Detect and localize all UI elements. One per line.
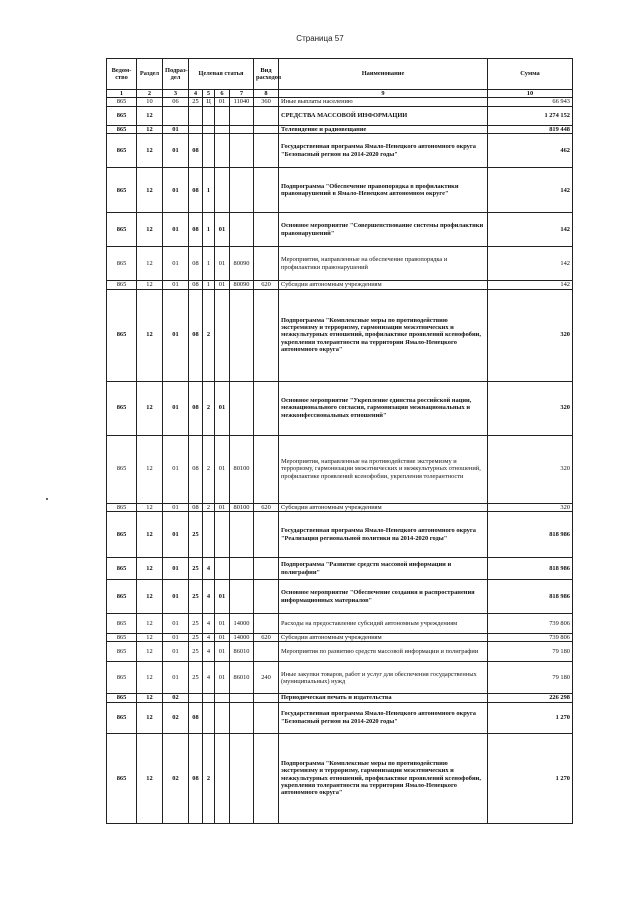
cell-name: Государственная программа Ямало-Ненецкого автономного округа "Безопасный регион на 2014-2020 годы" (279, 134, 488, 168)
cell-vid: 360 (254, 98, 279, 106)
table-row (107, 289, 573, 381)
col-number: 6 (215, 90, 230, 98)
cell-name: Подпрограмма "Развитие средств массовой информации и полиграфии" (279, 558, 488, 580)
cell-target-2: 4 (203, 580, 215, 614)
col-number: 5 (203, 90, 215, 98)
cell-target-2: 2 (203, 289, 215, 381)
cell-target-1: 08 (189, 733, 203, 823)
cell-target-1 (189, 125, 203, 133)
header-ved: Ведом-ство (107, 59, 137, 90)
cell-razdel: 10 (137, 98, 163, 106)
cell-sum: 320 (488, 381, 573, 435)
cell-vid (254, 247, 279, 281)
cell-target-3 (215, 125, 230, 133)
cell-target-3 (215, 702, 230, 733)
cell-target-1: 25 (189, 614, 203, 634)
cell-name: Государственная программа Ямало-Ненецкого автономного округа "Безопасный регион на 2014-2020 годы" (279, 702, 488, 733)
cell-vid (254, 381, 279, 435)
cell-target-2 (203, 134, 215, 168)
table-row (107, 558, 573, 580)
cell-podrazdel: 02 (163, 694, 189, 702)
table-row (107, 503, 573, 511)
cell-name: Телевидение и радиовещание (279, 125, 488, 133)
cell-ved: 865 (107, 662, 137, 694)
cell-name: Периодическая печать и издательства (279, 694, 488, 702)
cell-sum: 819 448 (488, 125, 573, 133)
cell-ved: 865 (107, 733, 137, 823)
col-number: 2 (137, 90, 163, 98)
cell-target-1: 25 (189, 580, 203, 614)
cell-target-4 (230, 580, 254, 614)
cell-target-4: 80090 (230, 247, 254, 281)
cell-target-3 (215, 168, 230, 213)
cell-podrazdel: 01 (163, 134, 189, 168)
cell-name: Расходы на предоставление субсидий автономным учреждениям (279, 614, 488, 634)
cell-target-3 (215, 733, 230, 823)
cell-target-2: 2 (203, 503, 215, 511)
cell-sum: 739 806 (488, 614, 573, 634)
cell-sum: 739 806 (488, 634, 573, 642)
cell-sum: 79 180 (488, 642, 573, 662)
table-row (107, 512, 573, 558)
cell-ved: 865 (107, 381, 137, 435)
cell-vid (254, 558, 279, 580)
table-row (107, 634, 573, 642)
cell-target-4 (230, 512, 254, 558)
cell-vid (254, 289, 279, 381)
table-row (107, 247, 573, 281)
header-vid: Вид расходов (254, 59, 279, 90)
cell-ved: 865 (107, 634, 137, 642)
cell-target-4: 80090 (230, 281, 254, 289)
cell-target-3: 01 (215, 634, 230, 642)
cell-razdel: 12 (137, 694, 163, 702)
cell-target-3 (215, 134, 230, 168)
cell-ved: 865 (107, 281, 137, 289)
cell-target-1: 25 (189, 642, 203, 662)
cell-razdel: 12 (137, 435, 163, 503)
cell-ved: 865 (107, 435, 137, 503)
cell-target-3: 01 (215, 381, 230, 435)
table-row (107, 614, 573, 634)
cell-name: Субсидии автономным учреждениям (279, 281, 488, 289)
header-razdel: Раздел (137, 59, 163, 90)
cell-name: Подпрограмма "Комплексные меры по противодействию экстремизму и терроризму, гармонизации межэтнических и межкультурных отношений, профилактике проявлений ксенофобии, укрепления толерантности на территории Ямало-Ненецкого автономного округа" (279, 733, 488, 823)
cell-vid (254, 580, 279, 614)
cell-ved: 865 (107, 642, 137, 662)
cell-podrazdel: 01 (163, 614, 189, 634)
cell-name: Подпрограмма "Комплексные меры по противодействию экстремизму и терроризму, гармонизации межэтнических и межкультурных отношений, профилактике проявлений ксенофобии, укрепления толерантности на территории Ямало-Ненецкого автономного округа" (279, 289, 488, 381)
cell-ved: 865 (107, 694, 137, 702)
cell-target-1: 25 (189, 512, 203, 558)
cell-vid (254, 213, 279, 247)
cell-target-4: 86010 (230, 642, 254, 662)
table-row (107, 435, 573, 503)
cell-name: Государственная программа Ямало-Ненецкого автономного округа "Реализация региональной политики на 2014-2020 годы" (279, 512, 488, 558)
cell-ved: 865 (107, 106, 137, 125)
cell-target-4 (230, 289, 254, 381)
cell-target-1: 08 (189, 435, 203, 503)
cell-razdel: 12 (137, 281, 163, 289)
cell-target-1: 08 (189, 381, 203, 435)
cell-target-3: 01 (215, 503, 230, 511)
cell-target-4: 86010 (230, 662, 254, 694)
table-body (107, 98, 573, 823)
cell-target-1: 25 (189, 98, 203, 106)
table-row (107, 642, 573, 662)
cell-target-1: 08 (189, 134, 203, 168)
cell-target-4: 14000 (230, 634, 254, 642)
table-row (107, 134, 573, 168)
table-row (107, 381, 573, 435)
cell-sum: 320 (488, 289, 573, 381)
cell-razdel: 12 (137, 558, 163, 580)
cell-target-4: 14000 (230, 614, 254, 634)
cell-sum: 66 943 (488, 98, 573, 106)
cell-podrazdel: 01 (163, 662, 189, 694)
cell-ved: 865 (107, 512, 137, 558)
cell-vid: 240 (254, 662, 279, 694)
cell-razdel: 12 (137, 106, 163, 125)
cell-vid: 620 (254, 281, 279, 289)
cell-target-4 (230, 381, 254, 435)
cell-ved: 865 (107, 503, 137, 511)
cell-podrazdel: 01 (163, 503, 189, 511)
cell-target-3: 01 (215, 662, 230, 694)
cell-target-3: 01 (215, 98, 230, 106)
cell-target-3 (215, 289, 230, 381)
cell-vid (254, 512, 279, 558)
cell-ved: 865 (107, 702, 137, 733)
cell-name: Подпрограмма "Обеспечение правопорядка в профилактики правонарушений в Ямало-Ненецком автономном округе" (279, 168, 488, 213)
table-row (107, 694, 573, 702)
cell-razdel: 12 (137, 289, 163, 381)
cell-target-3: 01 (215, 580, 230, 614)
cell-target-1: 08 (189, 213, 203, 247)
cell-razdel: 12 (137, 125, 163, 133)
cell-target-2: 2 (203, 381, 215, 435)
cell-target-4 (230, 733, 254, 823)
table-row (107, 125, 573, 133)
cell-target-4 (230, 702, 254, 733)
col-number: 4 (189, 90, 203, 98)
table-row (107, 168, 573, 213)
cell-target-1: 25 (189, 634, 203, 642)
cell-target-1: 25 (189, 662, 203, 694)
cell-target-2 (203, 694, 215, 702)
cell-target-2: 1 (203, 213, 215, 247)
cell-sum: 818 986 (488, 558, 573, 580)
cell-target-2: 1 (203, 168, 215, 213)
cell-sum: 462 (488, 134, 573, 168)
cell-target-3: 01 (215, 614, 230, 634)
cell-target-3 (215, 106, 230, 125)
cell-razdel: 12 (137, 134, 163, 168)
cell-sum: 1 270 (488, 733, 573, 823)
header-podrazdel: Подраз-дел (163, 59, 189, 90)
cell-vid (254, 435, 279, 503)
cell-razdel: 12 (137, 213, 163, 247)
cell-target-2: 2 (203, 435, 215, 503)
cell-target-4 (230, 106, 254, 125)
col-number: 8 (254, 90, 279, 98)
table-row (107, 106, 573, 125)
cell-target-2: 4 (203, 558, 215, 580)
cell-target-1: 08 (189, 289, 203, 381)
cell-sum: 142 (488, 168, 573, 213)
cell-podrazdel: 01 (163, 558, 189, 580)
cell-razdel: 12 (137, 614, 163, 634)
cell-ved: 865 (107, 168, 137, 213)
cell-name: Мероприятия, направленные на противодействие экстремизму и терроризму, гармонизации межэтнических и межкультурных отношений, профилактике проявлений ксенофобии, укрепления толерантности (279, 435, 488, 503)
cell-target-1: 08 (189, 168, 203, 213)
cell-ved: 865 (107, 580, 137, 614)
cell-target-4 (230, 125, 254, 133)
cell-vid: 620 (254, 503, 279, 511)
page-label: Страница 57 (296, 34, 344, 43)
cell-podrazdel: 01 (163, 435, 189, 503)
cell-sum: 142 (488, 247, 573, 281)
header-sum: Сумма (488, 59, 573, 90)
cell-target-1: 25 (189, 558, 203, 580)
cell-razdel: 12 (137, 168, 163, 213)
cell-sum: 320 (488, 503, 573, 511)
cell-target-4 (230, 134, 254, 168)
cell-target-4: 80100 (230, 503, 254, 511)
cell-target-4: 80100 (230, 435, 254, 503)
cell-podrazdel: 01 (163, 168, 189, 213)
cell-podrazdel (163, 106, 189, 125)
cell-target-2: 1 (203, 281, 215, 289)
cell-target-1 (189, 694, 203, 702)
cell-target-2 (203, 106, 215, 125)
cell-sum: 1 270 (488, 702, 573, 733)
cell-target-3 (215, 694, 230, 702)
cell-target-4 (230, 558, 254, 580)
cell-podrazdel: 01 (163, 580, 189, 614)
cell-target-2: Ц (203, 98, 215, 106)
cell-razdel: 12 (137, 580, 163, 614)
cell-ved: 865 (107, 98, 137, 106)
cell-ved: 865 (107, 134, 137, 168)
header-row (107, 59, 573, 90)
table-row (107, 281, 573, 289)
cell-razdel: 12 (137, 381, 163, 435)
cell-target-3: 01 (215, 435, 230, 503)
col-number: 1 (107, 90, 137, 98)
cell-razdel: 12 (137, 702, 163, 733)
table-row (107, 98, 573, 106)
table-row (107, 662, 573, 694)
cell-target-1: 08 (189, 247, 203, 281)
budget-table (106, 58, 573, 824)
cell-target-1: 08 (189, 503, 203, 511)
column-number-row (107, 90, 573, 98)
header-target: Целевая статья (189, 59, 254, 90)
col-number: 7 (230, 90, 254, 98)
header-name: Наименование (279, 59, 488, 90)
cell-vid (254, 733, 279, 823)
cell-name: Мероприятия по развитию средств массовой информации и полиграфии (279, 642, 488, 662)
col-number: 10 (488, 90, 573, 98)
cell-vid: 620 (254, 634, 279, 642)
cell-vid (254, 168, 279, 213)
cell-target-2: 1 (203, 247, 215, 281)
col-number: 9 (279, 90, 488, 98)
cell-name: Субсидии автономным учреждениям (279, 634, 488, 642)
cell-target-4: 11040 (230, 98, 254, 106)
cell-razdel: 12 (137, 733, 163, 823)
cell-target-4 (230, 168, 254, 213)
cell-name: Иные закупки товаров, работ и услуг для обеспечения государственных (муниципальных) нужд (279, 662, 488, 694)
cell-target-2 (203, 125, 215, 133)
cell-target-2 (203, 702, 215, 733)
cell-name: Основное мероприятие "Совершенствование системы профилактики правонарушений" (279, 213, 488, 247)
cell-vid (254, 106, 279, 125)
cell-name: Мероприятия, направленные на обеспечение правопорядка и профилактики правонарушений (279, 247, 488, 281)
cell-ved: 865 (107, 247, 137, 281)
cell-name: Основное мероприятие "Укрепление единства российской нации, межнационального согласия, гармонизация межнациональных и межконфессиональных отношений" (279, 381, 488, 435)
cell-podrazdel: 01 (163, 289, 189, 381)
cell-target-3: 01 (215, 213, 230, 247)
table-row (107, 213, 573, 247)
cell-target-4 (230, 694, 254, 702)
cell-name: СРЕДСТВА МАССОВОЙ ИНФОРМАЦИИ (279, 106, 488, 125)
cell-podrazdel: 01 (163, 381, 189, 435)
cell-target-2: 2 (203, 733, 215, 823)
cell-vid (254, 125, 279, 133)
cell-target-2: 4 (203, 642, 215, 662)
cell-ved: 865 (107, 289, 137, 381)
cell-target-1: 08 (189, 281, 203, 289)
cell-target-2: 4 (203, 614, 215, 634)
cell-target-1 (189, 106, 203, 125)
cell-vid (254, 614, 279, 634)
table-row (107, 733, 573, 823)
table-row (107, 580, 573, 614)
cell-sum: 1 274 152 (488, 106, 573, 125)
cell-podrazdel: 02 (163, 733, 189, 823)
cell-vid (254, 702, 279, 733)
cell-target-3: 01 (215, 247, 230, 281)
cell-podrazdel: 01 (163, 642, 189, 662)
cell-podrazdel: 01 (163, 512, 189, 558)
cell-name: Основное мероприятие "Обеспечение создания и распространения информационных материалов" (279, 580, 488, 614)
cell-razdel: 12 (137, 503, 163, 511)
cell-vid (254, 694, 279, 702)
cell-sum: 142 (488, 281, 573, 289)
table-row (107, 702, 573, 733)
cell-ved: 865 (107, 558, 137, 580)
cell-sum: 818 986 (488, 580, 573, 614)
cell-podrazdel: 01 (163, 213, 189, 247)
cell-target-3 (215, 558, 230, 580)
scan-dot (46, 498, 48, 500)
cell-podrazdel: 01 (163, 281, 189, 289)
cell-razdel: 12 (137, 662, 163, 694)
cell-podrazdel: 01 (163, 634, 189, 642)
cell-target-4 (230, 213, 254, 247)
cell-vid (254, 134, 279, 168)
cell-razdel: 12 (137, 642, 163, 662)
cell-sum: 818 986 (488, 512, 573, 558)
cell-target-3 (215, 512, 230, 558)
cell-target-2 (203, 512, 215, 558)
cell-podrazdel: 01 (163, 125, 189, 133)
cell-sum: 79 180 (488, 662, 573, 694)
cell-vid (254, 642, 279, 662)
cell-razdel: 12 (137, 247, 163, 281)
cell-sum: 320 (488, 435, 573, 503)
cell-ved: 865 (107, 125, 137, 133)
cell-target-1: 08 (189, 702, 203, 733)
cell-target-2: 4 (203, 662, 215, 694)
col-number: 3 (163, 90, 189, 98)
cell-sum: 226 298 (488, 694, 573, 702)
cell-podrazdel: 02 (163, 702, 189, 733)
cell-podrazdel: 06 (163, 98, 189, 106)
cell-ved: 865 (107, 213, 137, 247)
cell-ved: 865 (107, 614, 137, 634)
cell-target-3: 01 (215, 642, 230, 662)
cell-razdel: 12 (137, 634, 163, 642)
cell-target-2: 4 (203, 634, 215, 642)
cell-target-3: 01 (215, 281, 230, 289)
cell-podrazdel: 01 (163, 247, 189, 281)
cell-razdel: 12 (137, 512, 163, 558)
cell-sum: 142 (488, 213, 573, 247)
cell-name: Субсидии автономным учреждениям (279, 503, 488, 511)
cell-name: Иные выплаты населению (279, 98, 488, 106)
